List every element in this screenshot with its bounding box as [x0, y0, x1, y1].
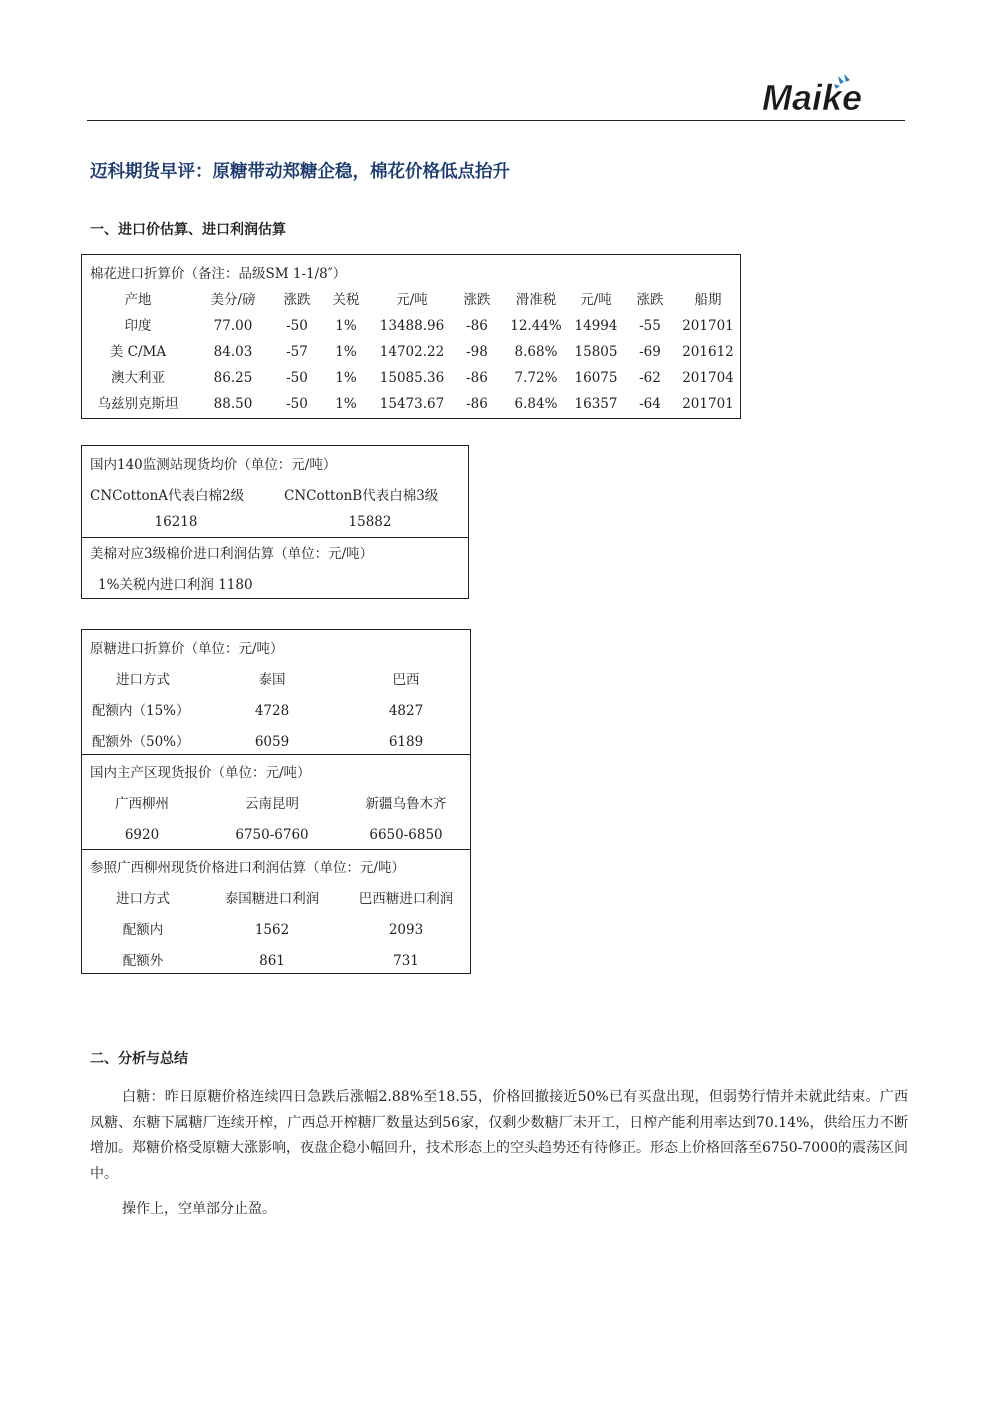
cell: 配额外	[122, 953, 164, 969]
domestic-cotton-caption-row	[82, 455, 468, 475]
cell: 84.03	[213, 344, 253, 360]
cell: 6.84%	[514, 396, 558, 412]
cell: 201701	[682, 396, 734, 412]
header-rule	[87, 120, 905, 121]
cell: 印度	[124, 318, 152, 334]
cell: 14994	[574, 318, 618, 334]
cell: -62	[639, 370, 661, 386]
header-cell: 涨跌	[463, 292, 491, 308]
cell: 1%	[335, 344, 357, 360]
cell: 201704	[682, 370, 734, 386]
cotton-profit-text: 1%关税内进口利润 1180	[98, 577, 253, 593]
cell: 8.68%	[514, 344, 558, 360]
cell: 731	[393, 953, 419, 969]
cell: 861	[259, 953, 285, 969]
cell: -86	[466, 318, 488, 334]
table-row	[82, 342, 740, 362]
cell: 4827	[388, 703, 424, 719]
cncotton-value-row	[82, 512, 468, 532]
table-row	[82, 920, 470, 940]
cncotton-b-value: 15882	[348, 514, 392, 530]
cell: 201612	[682, 344, 734, 360]
sugar-profit-caption: 参照广西柳州现货价格进口利润估算（单位：元/吨）	[90, 860, 406, 876]
table-row	[82, 951, 470, 971]
section2-heading: 二、分析与总结	[90, 1051, 188, 1067]
cell: -50	[286, 370, 308, 386]
sugar-domestic-caption: 国内主产区现货报价（单位：元/吨）	[90, 765, 311, 781]
divider	[82, 754, 470, 755]
cell: 2093	[388, 922, 424, 938]
table-row	[82, 394, 740, 414]
divider	[82, 537, 468, 538]
cell: -57	[286, 344, 308, 360]
sugar-domestic-header-row	[82, 794, 470, 814]
cell: -98	[466, 344, 488, 360]
cell: -50	[286, 396, 308, 412]
cell: -55	[639, 318, 661, 334]
cell: 乌兹别克斯坦	[97, 396, 179, 412]
header-cell: 进口方式	[116, 672, 170, 688]
cell: 配额内（15%）	[92, 703, 190, 719]
table-row	[82, 732, 470, 752]
header-cell: 滑准税	[515, 292, 557, 308]
cell: 14702.22	[379, 344, 445, 360]
cell: -69	[639, 344, 661, 360]
cell: 201701	[682, 318, 734, 334]
cotton-import-table	[81, 254, 741, 419]
sugar-import-header-row	[82, 670, 470, 690]
cell: 15473.67	[379, 396, 445, 412]
cncotton-b-label: CNCottonB代表白棉3级	[284, 488, 439, 504]
header-cell: 产地	[124, 292, 152, 308]
cell: 1%	[335, 318, 357, 334]
cell: 16075	[574, 370, 618, 386]
cell: 15805	[574, 344, 618, 360]
cncotton-a-value: 16218	[154, 514, 198, 530]
cell: 6920	[124, 827, 160, 843]
cell: 1%	[335, 370, 357, 386]
cell: 86.25	[213, 370, 253, 386]
report-title: 迈科期货早评：原糖带动郑糖企稳，棉花价格低点抬升	[90, 162, 510, 182]
sugar-import-caption-row	[82, 639, 470, 659]
header-cell: 涨跌	[636, 292, 664, 308]
cell: 6059	[254, 734, 290, 750]
sugar-import-table	[81, 629, 471, 974]
cell: 13488.96	[379, 318, 445, 334]
sugar-profit-header-row	[82, 889, 470, 909]
operation-paragraph: 操作上，空单部分止盈。	[122, 1201, 276, 1217]
header-cell: 涨跌	[283, 292, 311, 308]
cell: 美 C/MA	[109, 344, 167, 360]
header-cell: 广西柳州	[115, 796, 169, 812]
cell: 4728	[254, 703, 290, 719]
cell: -64	[639, 396, 661, 412]
cotton-import-caption-row	[82, 264, 740, 284]
cell: -86	[466, 370, 488, 386]
cell: 1%	[335, 396, 357, 412]
section1-heading: 一、进口价估算、进口利润估算	[90, 222, 286, 238]
cell: 1562	[254, 922, 290, 938]
header-cell: 巴西糖进口利润	[358, 891, 454, 907]
cotton-profit-row	[82, 575, 468, 595]
cell: 15085.36	[379, 370, 445, 386]
table-row	[82, 701, 470, 721]
divider	[82, 849, 470, 850]
cell: 88.50	[213, 396, 253, 412]
cell: 7.72%	[514, 370, 558, 386]
cell: -86	[466, 396, 488, 412]
cncotton-a-label: CNCottonA代表白棉2级	[90, 488, 245, 504]
cell: 6189	[388, 734, 424, 750]
header-cell: 泰国	[258, 672, 286, 688]
header-cell: 云南昆明	[245, 796, 299, 812]
sugar-import-caption: 原糖进口折算价（单位：元/吨）	[90, 641, 284, 657]
logo-text: Maike	[762, 77, 863, 116]
sugar-domestic-caption-row	[82, 763, 470, 783]
sugar-profit-caption-row	[82, 858, 470, 878]
cell: 77.00	[213, 318, 253, 334]
header-cell: 元/吨	[396, 292, 428, 308]
header-cell: 巴西	[392, 672, 420, 688]
cell: 6650-6850	[369, 827, 443, 843]
cotton-import-caption: 棉花进口折算价（备注：品级SM 1-1/8″）	[90, 266, 347, 282]
cell: 6750-6760	[235, 827, 309, 843]
header-cell: 泰国糖进口利润	[224, 891, 320, 907]
cell: 12.44%	[510, 318, 562, 334]
header-cell: 新疆乌鲁木齐	[365, 796, 447, 812]
cotton-import-header-row	[82, 290, 740, 310]
header-cell: 船期	[694, 292, 722, 308]
table-row	[82, 316, 740, 336]
table-row	[82, 825, 470, 845]
header-cell: 关税	[332, 292, 360, 308]
analysis-paragraph: 白糖：昨日原糖价格连续四日急跌后涨幅2.88%至18.55，价格回撤接近50%已有买盘出现，但弱势行情并未就此结束。广西凤糖、东糖下属糖厂连续开榨，广西总开榨糖厂数量达到56家，仅剩少数糖厂未开工，日榨产能利用率达到70.14%，供给压力不断增加。郑糖价格受原糖大涨影响，夜盘企稳小幅回升，技术形态上的空头趋势还有待修正。形态上价格回落至6750-7000的震荡区间中。	[90, 1089, 908, 1182]
cell: 澳大利亚	[111, 370, 165, 386]
cell: 配额外（50%）	[92, 734, 190, 750]
header-cell: 进口方式	[116, 891, 170, 907]
domestic-cotton-table	[81, 445, 469, 599]
maike-logo	[760, 72, 900, 116]
cotton-profit-caption-row	[82, 544, 468, 564]
domestic-cotton-caption: 国内140监测站现货均价（单位：元/吨）	[90, 457, 337, 473]
cotton-profit-caption: 美棉对应3级棉价进口利润估算（单位：元/吨）	[90, 546, 374, 562]
header-cell: 元/吨	[580, 292, 612, 308]
cell: -50	[286, 318, 308, 334]
cell: 配额内	[122, 922, 164, 938]
cell: 16357	[574, 396, 618, 412]
cncotton-label-row	[82, 486, 468, 506]
header-cell: 美分/磅	[210, 292, 256, 308]
table-row	[82, 368, 740, 388]
